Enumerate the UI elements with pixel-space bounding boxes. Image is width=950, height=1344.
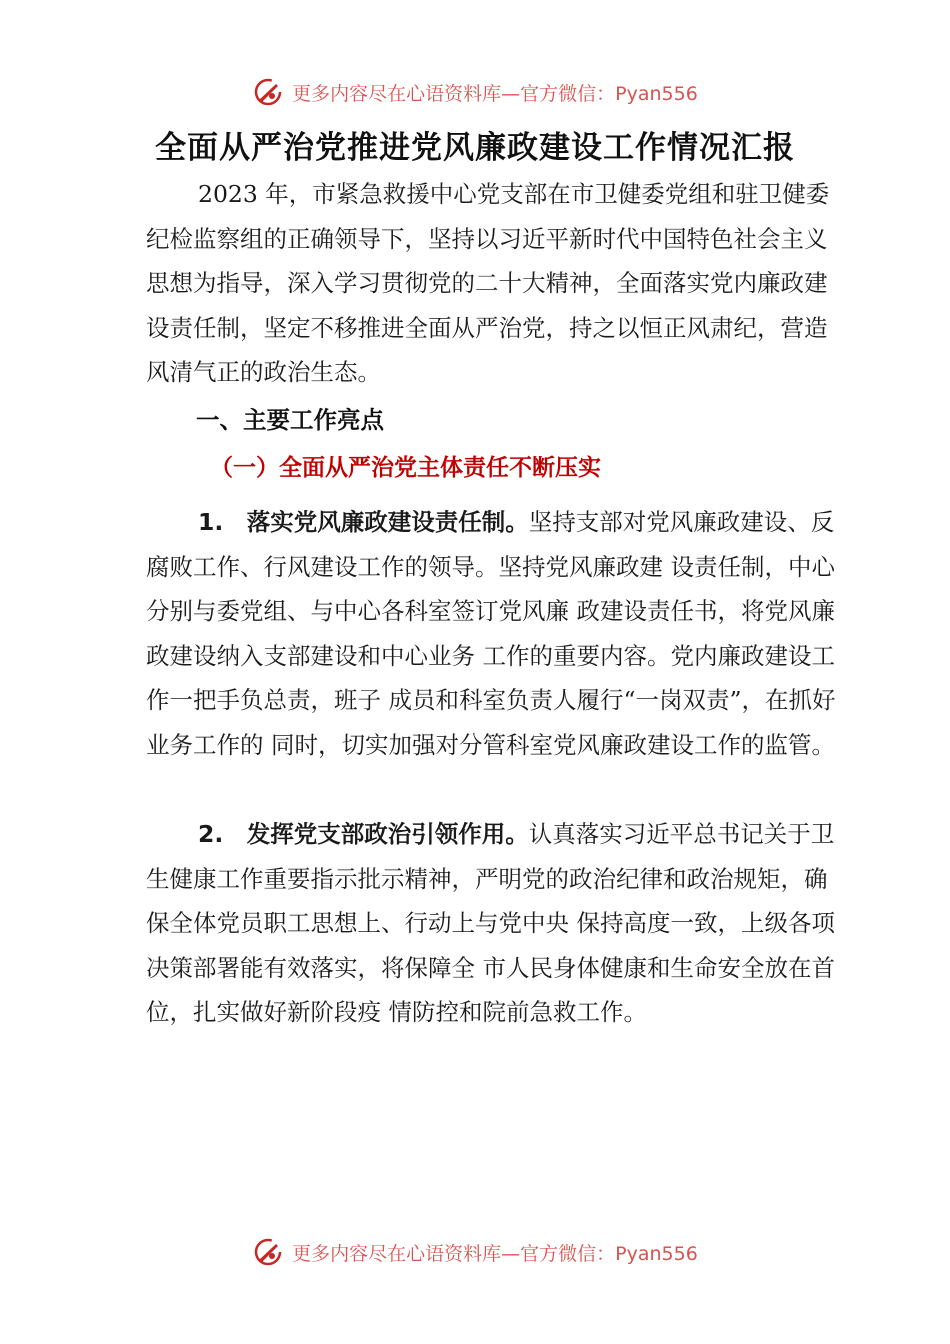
intro-paragraph: 2023 年，市紧急救援中心党支部在市卫健委党组和驻卫健委纪检监察组的正确领导下，坚持以习近平新时代中国特色社会主义思想为指导，深入学习贯彻党的二十大精神，全面落实党内廉政建设责任制，坚定不移推进全面从严治党，持之以恒正风肃纪，营造风清气正的政治生态。 bbox=[146, 180, 830, 386]
document-title: 全面从严治党推进党风廉政建设工作情况汇报 bbox=[155, 130, 795, 166]
item-lead: 2. 发挥党支部政治引领作用。 bbox=[198, 820, 529, 848]
list-item bbox=[146, 812, 836, 1035]
watermark-text: 更多内容尽在心语资料库—官方微信：Pyan556 bbox=[292, 82, 698, 105]
section-heading: 一、主要工作亮点 bbox=[196, 406, 384, 434]
item-text: 坚持支部对党风廉政建设、反腐败工作、行风建设工作的领导。坚持党风廉政建 设责任制，中心分别与委党组、与中心各科室签订党风廉 政建设责任书，将党风廉政建设纳入支部建设和中心业务 工作的重要内容。党内廉政建设工作一把手负总责，班子 成员和科室负责人履行“一岗双责”，在抓好业务工作的 同时，切实加强对分管科室党风廉政建设工作的监管。 bbox=[146, 508, 836, 759]
brush-logo-icon bbox=[252, 76, 284, 108]
watermark-header bbox=[0, 76, 950, 108]
item-text: 认真落实习近平总书记关于卫生健康工作重要指示批示精神，严明党的政治纪律和政治规矩，确保全体党员职工思想上、行动上与党中央 保持高度一致，上级各项决策部署能有效落实，将保障全 市人民身体健康和生命安全放在首位，扎实做好新阶段疫 情防控和院前急救工作。 bbox=[146, 820, 835, 1026]
watermark-footer bbox=[0, 1236, 950, 1268]
watermark-text: 更多内容尽在心语资料库—官方微信：Pyan556 bbox=[292, 1242, 698, 1265]
brush-logo-icon bbox=[252, 1236, 284, 1268]
item-lead: 1. 落实党风廉政建设责任制。 bbox=[198, 508, 529, 536]
list-item bbox=[146, 500, 836, 767]
subsection-heading: （一）全面从严治党主体责任不断压实 bbox=[210, 455, 601, 481]
